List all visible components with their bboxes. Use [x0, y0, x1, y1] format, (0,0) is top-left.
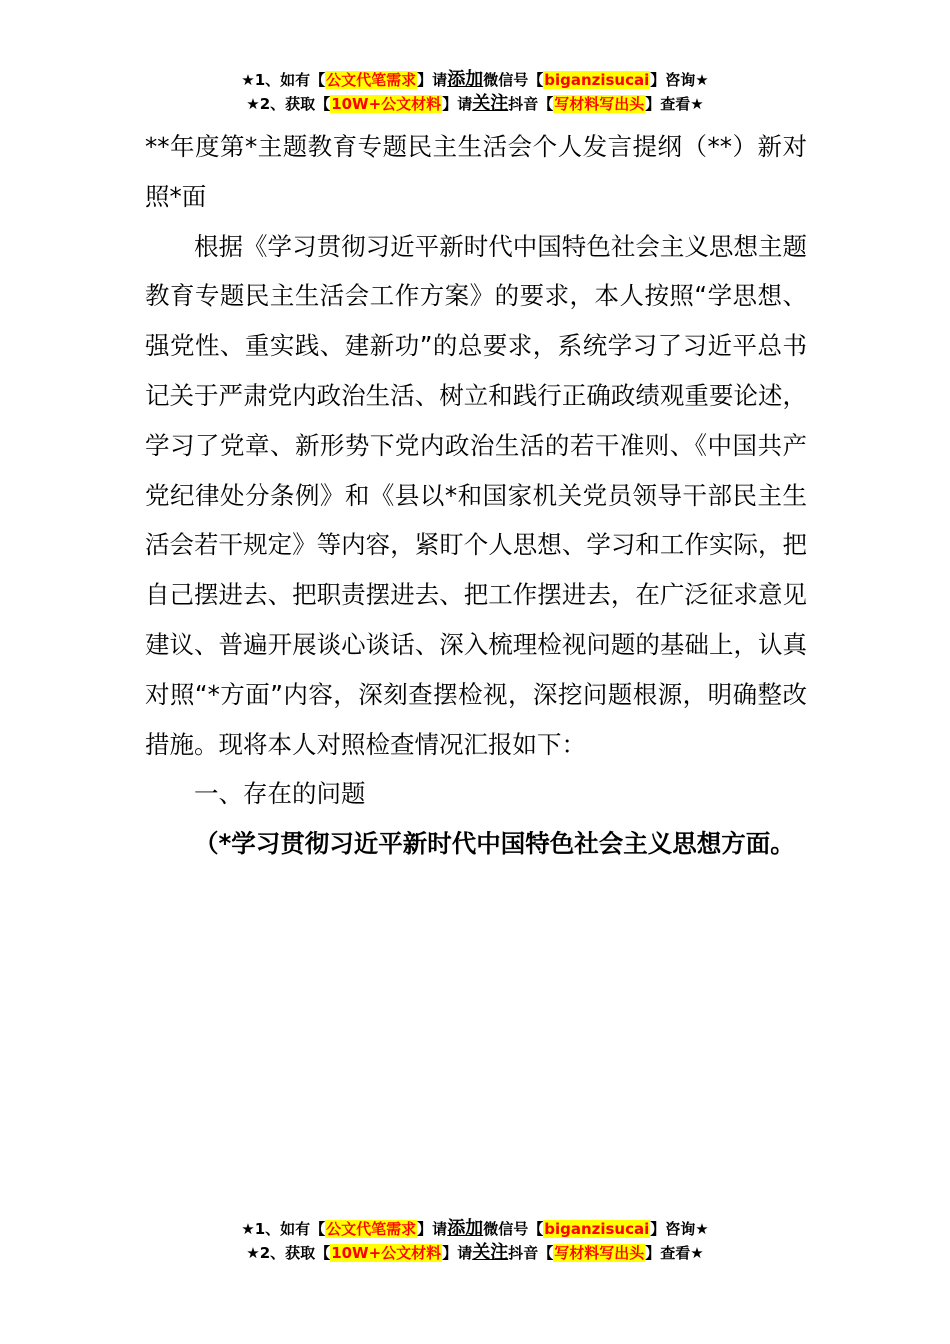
highlight-text: 写材料写出头 [554, 1244, 645, 1262]
banner-line-2 [0, 1241, 950, 1265]
header-banner [0, 68, 950, 116]
highlight-text: biganzisucai [544, 71, 650, 89]
banner-text: 抖音【 [508, 95, 554, 113]
banner-text: 抖音【 [508, 1244, 554, 1262]
highlight-text: 10W+公文材料 [331, 1244, 442, 1262]
banner-line-2 [0, 92, 950, 116]
subsection-heading: （*学习贯彻习近平新时代中国特色社会主义思想方面。 [194, 829, 795, 859]
banner-text: 】查看★ [645, 1244, 704, 1262]
banner-text: ★1、如有【 [241, 71, 326, 89]
underlined-text: 添加 [447, 1218, 484, 1239]
banner-text: 】请 [417, 71, 448, 89]
banner-text: 】查看★ [645, 95, 704, 113]
banner-text: ★1、如有【 [241, 1220, 326, 1238]
highlight-text: 10W+公文材料 [331, 95, 442, 113]
banner-text: ★2、获取【 [246, 1244, 331, 1262]
highlight-text: 写材料写出头 [554, 95, 645, 113]
underlined-text: 关注 [472, 93, 509, 114]
underlined-text: 添加 [447, 69, 484, 90]
banner-line-1 [0, 68, 950, 92]
banner-text: 】请 [417, 1220, 448, 1238]
banner-text: 微信号【 [483, 1220, 544, 1238]
banner-text: 微信号【 [483, 71, 544, 89]
banner-text: 】咨询★ [650, 71, 709, 89]
banner-line-1 [0, 1217, 950, 1241]
footer-banner [0, 1217, 950, 1265]
banner-text: 】请 [442, 95, 473, 113]
underlined-text: 关注 [472, 1242, 509, 1263]
document-body [145, 122, 807, 869]
highlight-text: biganzisucai [544, 1220, 650, 1238]
document-title: **年度第*主题教育专题民主生活会个人发言提纲（**）新对照*面 [145, 132, 807, 211]
banner-text: ★2、获取【 [246, 95, 331, 113]
highlight-text: 公文代笔需求 [326, 71, 417, 89]
banner-text: 】请 [442, 1244, 473, 1262]
highlight-text: 公文代笔需求 [326, 1220, 417, 1238]
intro-paragraph: 根据《学习贯彻习近平新时代中国特色社会主义思想主题教育专题民主生活会工作方案》的要求，本人按照“学思想、强党性、重实践、建新功”的总要求，系统学习了习近平总书记关于严肃党内政治生活、树立和践行正确政绩观重要论述，学习了党章、新形势下党内政治生活的若干准则、《中国共产党纪律处分条例》和《县以*和国家机关党员领导干部民主生活会若干规定》等内容，紧盯个人思想、学习和工作实际，把自己摆进去、把职责摆进去、把工作摆进去，在广泛征求意见建议、普遍开展谈心谈话、深入梳理检视问题的基础上，认真对照“*方面”内容，深刻查摆检视，深挖问题根源，明确整改措施。现将本人对照检查情况汇报如下： [145, 231, 807, 759]
section-heading: 一、存在的问题 [194, 779, 366, 809]
banner-text: 】咨询★ [650, 1220, 709, 1238]
